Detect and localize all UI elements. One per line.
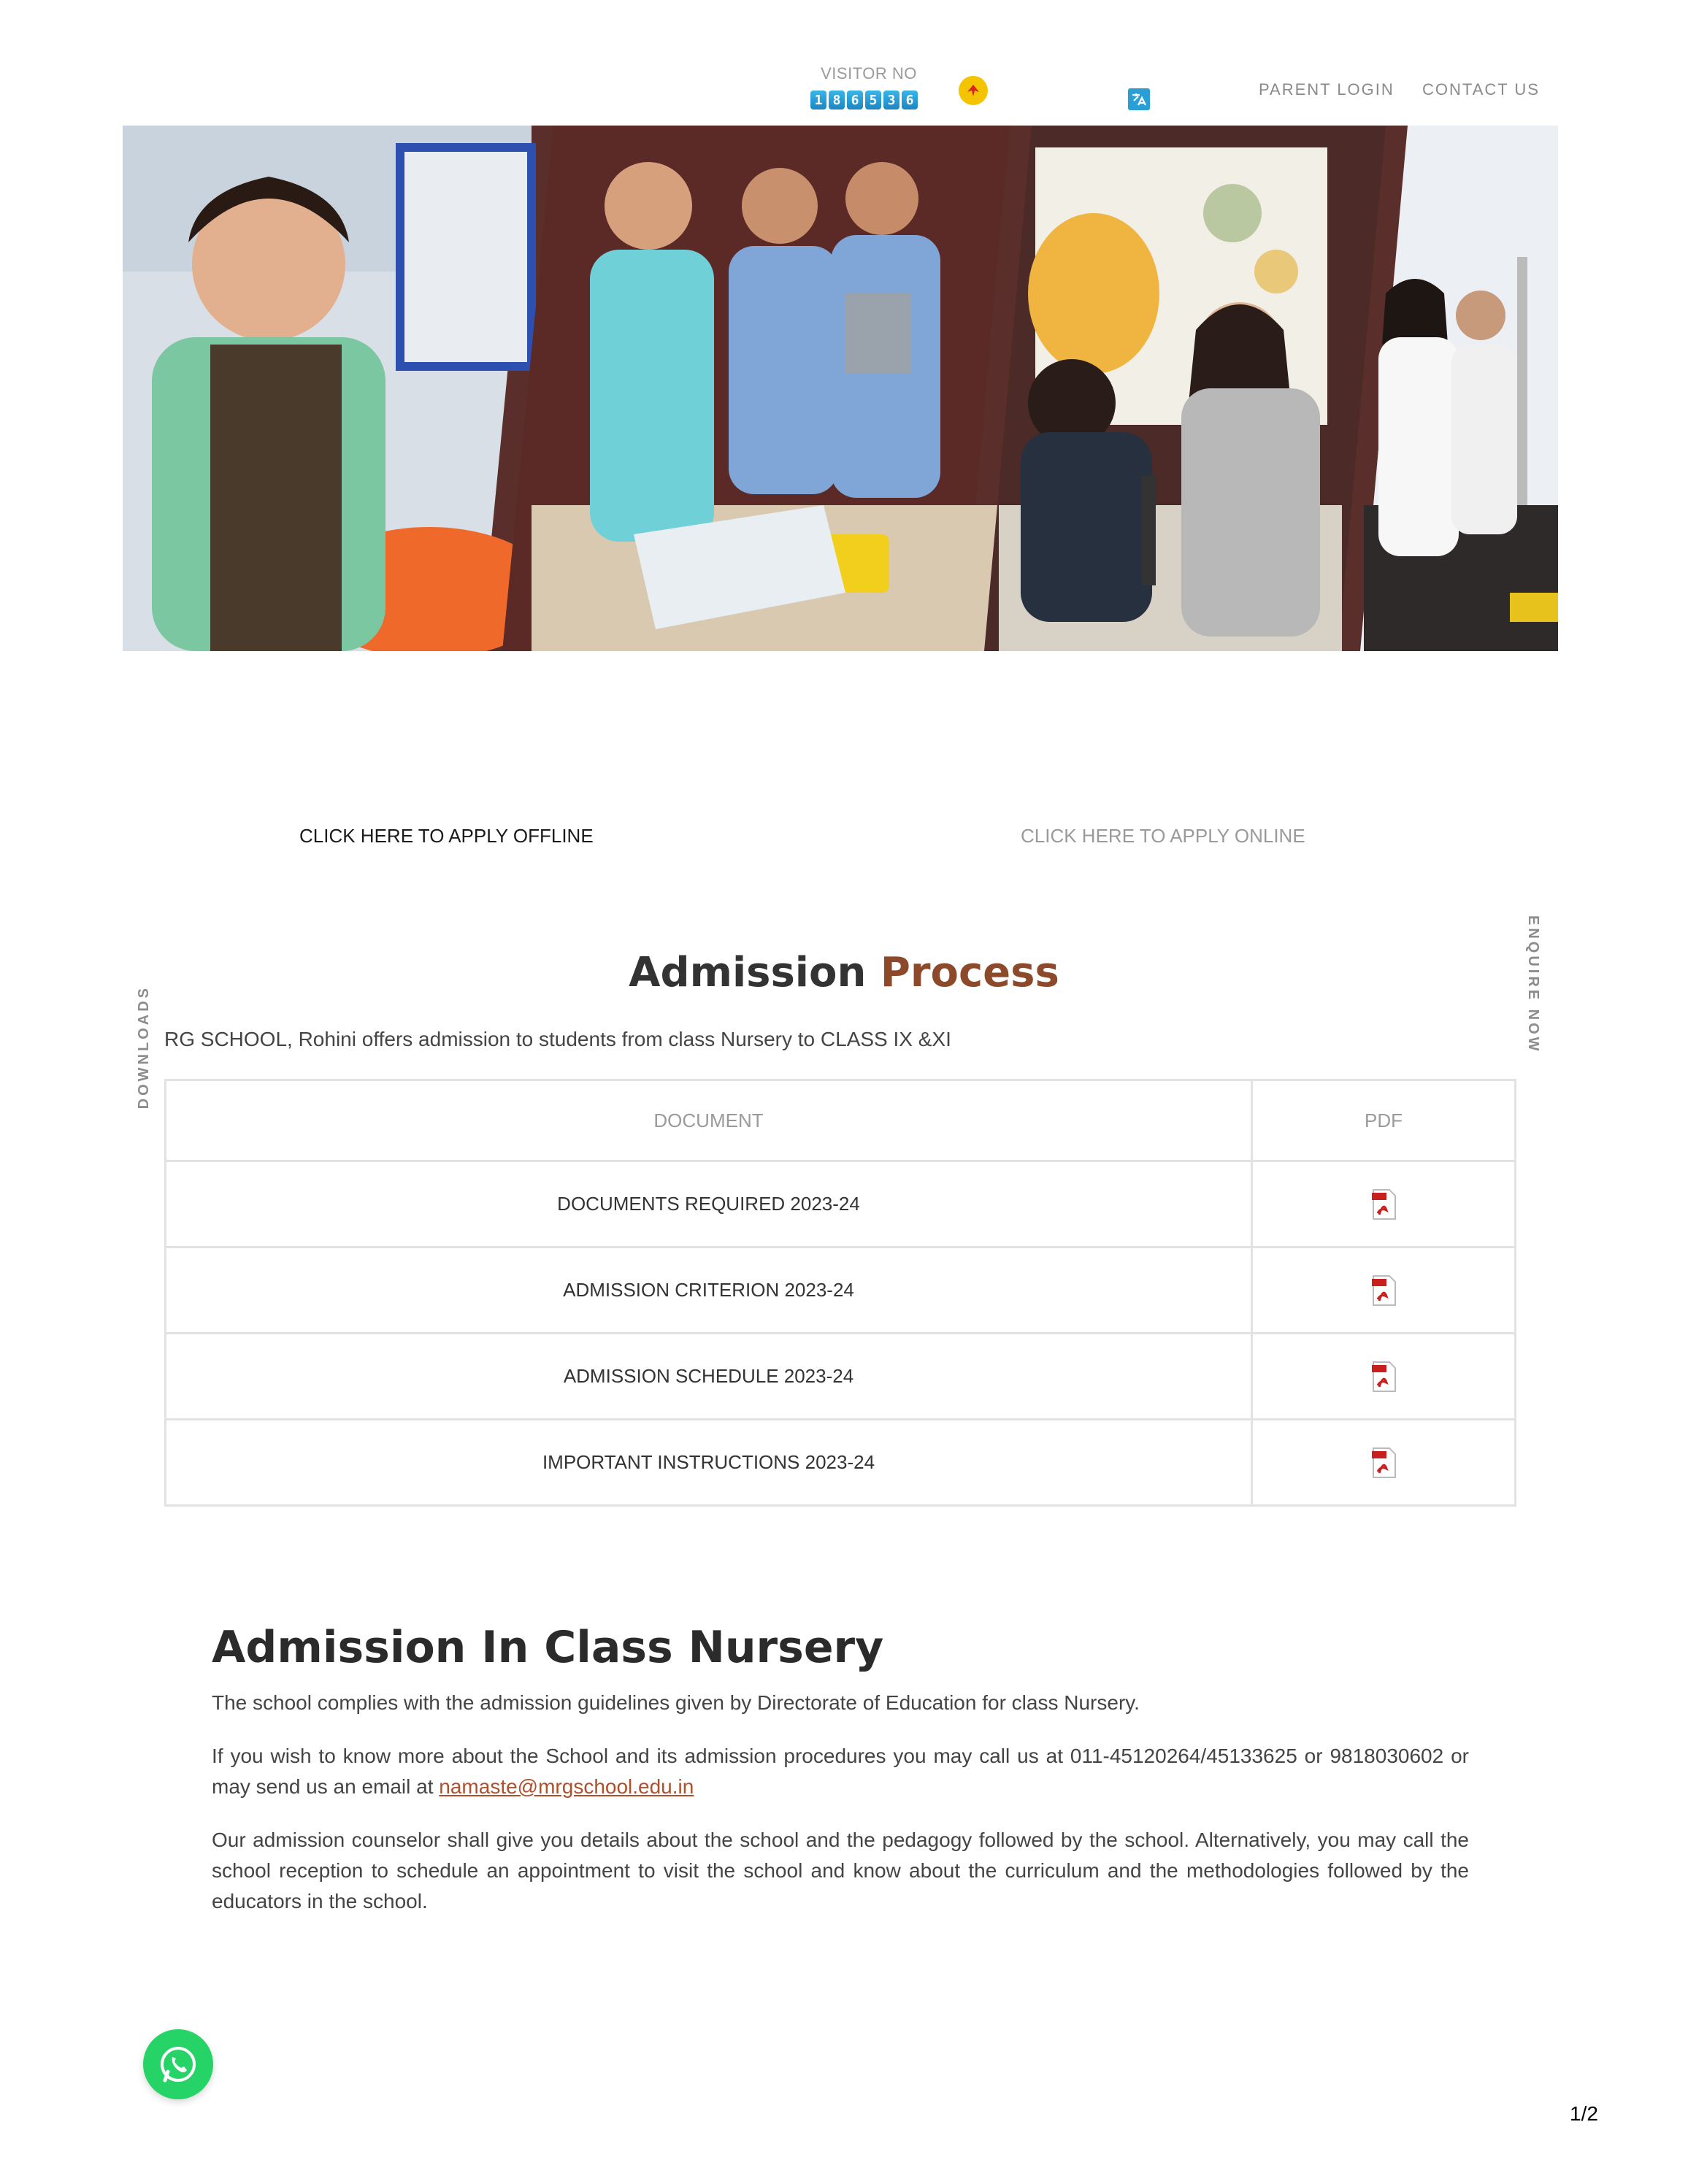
award-badge-icon[interactable] bbox=[959, 76, 988, 105]
contact-text: If you wish to know more about the School and its admission procedures you may call us at 011-45120264/45133625 or 9818030602 or may send us an email at bbox=[212, 1745, 1469, 1798]
documents-table bbox=[164, 1079, 1516, 1507]
document-name: ADMISSION CRITERION 2023-24 bbox=[166, 1247, 1252, 1334]
visitor-counter bbox=[810, 91, 918, 109]
pdf-download-icon[interactable] bbox=[1367, 1188, 1400, 1220]
contact-us-link[interactable]: CONTACT US bbox=[1422, 80, 1540, 99]
translate-icon[interactable] bbox=[1127, 88, 1151, 111]
page-number: 1/2 bbox=[1570, 2102, 1598, 2125]
document-name: DOCUMENTS REQUIRED 2023-24 bbox=[166, 1161, 1252, 1247]
parent-login-link[interactable]: PARENT LOGIN bbox=[1259, 80, 1394, 99]
table-row bbox=[166, 1247, 1516, 1334]
pdf-column-header: PDF bbox=[1252, 1080, 1516, 1161]
downloads-tab[interactable]: DOWNLOADS bbox=[136, 985, 152, 1110]
table-header-row bbox=[166, 1080, 1516, 1161]
visitor-digit: 1 bbox=[810, 91, 826, 109]
email-link[interactable]: namaste@mrgschool.edu.in bbox=[439, 1775, 694, 1798]
visitor-digit: 5 bbox=[865, 91, 881, 109]
table-row bbox=[166, 1334, 1516, 1420]
hero-banner bbox=[123, 126, 1558, 651]
enquire-now-tab[interactable]: ENQUIRE NOW bbox=[1525, 915, 1541, 1054]
document-name: IMPORTANT INSTRUCTIONS 2023-24 bbox=[166, 1420, 1252, 1506]
apply-offline-link[interactable]: CLICK HERE TO APPLY OFFLINE bbox=[299, 825, 594, 847]
nursery-paragraph-1: The school complies with the admission guidelines given by Directorate of Education for class Nursery. bbox=[212, 1691, 1140, 1714]
visitor-digit: 6 bbox=[902, 91, 918, 109]
nursery-paragraph-3: Our admission counselor shall give you details about the school and the pedagogy followed by the school. Alternatively, you may call the school reception to schedule an appointment to visit the school and know about the curriculum and the methodologies followed by the educators in the school. bbox=[212, 1829, 1469, 1912]
admission-intro: RG SCHOOL, Rohini offers admission to students from class Nursery to CLASS IX &XI bbox=[164, 1028, 951, 1050]
whatsapp-icon bbox=[156, 2042, 200, 2086]
visitor-digit: 3 bbox=[883, 91, 899, 109]
pdf-download-icon[interactable] bbox=[1367, 1274, 1400, 1307]
admission-process-title bbox=[0, 949, 1688, 996]
nursery-paragraph-2 bbox=[212, 1741, 1469, 1802]
document-column-header: DOCUMENT bbox=[166, 1080, 1252, 1161]
visitor-digit: 8 bbox=[829, 91, 845, 109]
nursery-section-title: Admission In Class Nursery bbox=[212, 1622, 884, 1673]
pdf-download-icon[interactable] bbox=[1367, 1361, 1400, 1393]
title-accent: Process bbox=[880, 949, 1059, 996]
pdf-download-icon[interactable] bbox=[1367, 1447, 1400, 1479]
title-main: Admission bbox=[629, 949, 867, 996]
visitor-label: VISITOR NO bbox=[821, 64, 917, 82]
visitor-digit: 6 bbox=[847, 91, 863, 109]
table-row bbox=[166, 1420, 1516, 1506]
apply-online-link[interactable]: CLICK HERE TO APPLY ONLINE bbox=[1021, 825, 1305, 847]
whatsapp-button[interactable] bbox=[143, 2029, 213, 2099]
table-row bbox=[166, 1161, 1516, 1247]
document-name: ADMISSION SCHEDULE 2023-24 bbox=[166, 1334, 1252, 1420]
